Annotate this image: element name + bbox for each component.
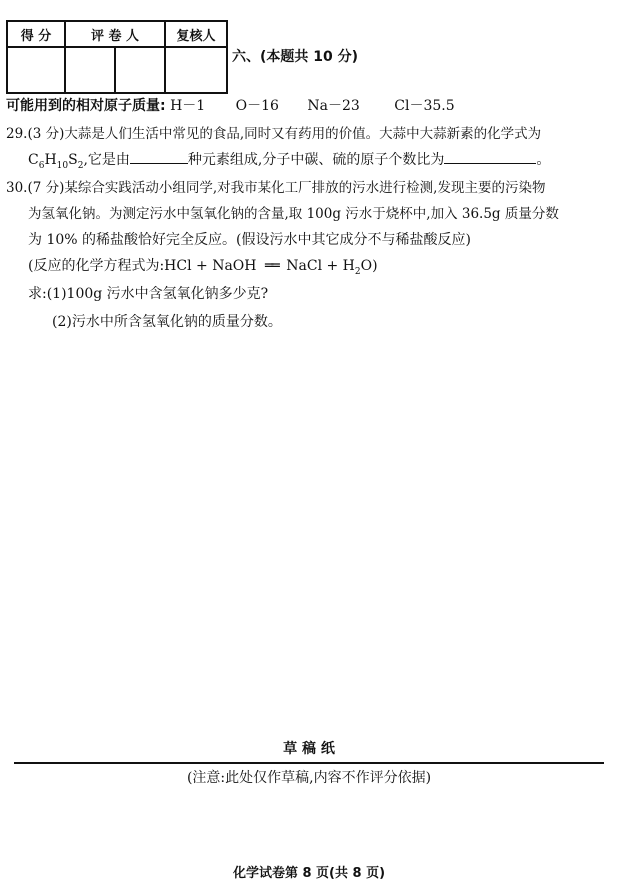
page-footer: 化学试卷第 8 页(共 8 页) [232, 866, 386, 881]
reviewer-cell[interactable] [165, 47, 227, 93]
q29-answer-blank-1[interactable] [130, 163, 188, 164]
grader-cell-1[interactable] [65, 47, 115, 93]
q30-ask-2: (2)污水中所含氢氧化钠的质量分数。 [52, 314, 282, 330]
score-cell[interactable] [7, 47, 65, 93]
draft-title: 草 稿 纸 [283, 741, 335, 757]
grader-cell-2[interactable] [115, 47, 165, 93]
atomic-mass-line [6, 94, 455, 118]
q30-line1: 30.(7 分)某综合实践活动小组同学,对我市某化工厂排放的污水进行检测,发现主要的污染物 [6, 180, 546, 196]
atomic-mass-label: 可能用到的相对原子质量: [6, 98, 166, 114]
q29-part-b: 种元素组成,分子中碳、硫的原子个数比为 [187, 152, 445, 168]
grader-header: 评 卷 人 [65, 21, 165, 47]
q30-ask-1: 求:(1)100g 污水中含氢氧化钠多少克? [28, 286, 269, 302]
mass-na: Na－23 [307, 98, 360, 114]
q29-answer-blank-2[interactable] [444, 163, 536, 164]
mass-h: H－1 [170, 98, 206, 114]
mass-o: O－16 [235, 98, 279, 114]
q29-part-c: 。 [536, 152, 551, 168]
section-title: 六、(本题共 10 分) [232, 49, 359, 65]
reviewer-header: 复核人 [165, 21, 227, 47]
q30-equation: (反应的化学方程式为:HCl + NaOH ══ NaCl + $H_2O$) [28, 258, 378, 277]
formula: $C_6H_{10}S_2$ [28, 152, 84, 171]
q29-part-a: ,它是由 [83, 152, 130, 168]
q29-line1: 29.(3 分)大蒜是人们生活中常见的食品,同时又有药用的价值。大蒜中大蒜新素的化学式为 [6, 126, 542, 142]
q30-line3: 为 10% 的稀盐酸恰好完全反应。(假设污水中其它成分不与稀盐酸反应) [28, 232, 471, 248]
draft-divider [14, 762, 604, 764]
q30-line2: 为氢氧化钠。为测定污水中氢氧化钠的含量,取 100g 污水于烧杯中,加入 36.5g 质量分数 [28, 206, 559, 222]
mass-cl: Cl－35.5 [394, 98, 455, 114]
score-table [6, 20, 228, 94]
q29-line2 [28, 148, 550, 178]
draft-note: (注意:此处仅作草稿,内容不作评分依据) [186, 770, 432, 786]
draft-area[interactable] [14, 796, 604, 846]
score-header: 得 分 [7, 21, 65, 47]
